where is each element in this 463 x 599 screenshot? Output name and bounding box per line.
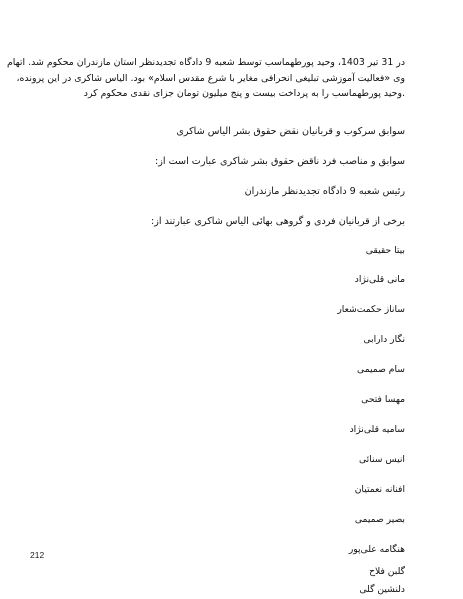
victim-name: افنانه نعمتیان: [354, 484, 405, 495]
victim-name: مانی قلی‌نژاد: [354, 274, 405, 285]
victim-name: ساناز حکمت‌شعار: [337, 304, 405, 315]
page-number: 212: [30, 550, 45, 560]
victim-name: بیتا حقیقی: [365, 245, 405, 256]
positions-intro: سوابق و مناصب فرد ناقض حقوق بشر شاکری عبارت است از:: [155, 156, 405, 167]
intro-line-2: وی «فعالیت آموزشی تبلیغی انحرافی مغایر با شرع مقدس اسلام» بود. الیاس شاکری در این پرونده،: [16, 73, 405, 84]
victim-name: هنگامه علی‌پور: [348, 544, 405, 555]
victim-name: دلنشین گلی: [359, 584, 405, 595]
victim-name: گلبن فلاح: [369, 566, 405, 577]
victim-name: مهسا فتحی: [361, 394, 405, 405]
section-title: سوابق سرکوب و قربانیان نقض حقوق بشر الیاس شاکری: [176, 126, 405, 137]
intro-line-1: در 31 تیر 1403، وحید پورطهماسب توسط شعبه 9 دادگاه تجدیدنظر استان مازندران محکوم شد. اتهام: [6, 57, 405, 68]
victim-name: انیس سنائی: [358, 454, 405, 465]
intro-line-3: .وحید پورطهماسب را به پرداخت بیست و پنج میلیون تومان جزای نقدی محکوم کرد: [83, 88, 405, 99]
victim-name: سامیه قلی‌نژاد: [349, 424, 405, 435]
position-item: رئیس شعبه 9 دادگاه تجدیدنظر مازندران: [244, 186, 405, 197]
victims-intro: برخی از قربانیان فردی و گروهی بهائی الیاس شاکری عبارتند از:: [151, 216, 405, 227]
victim-name: سام صمیمی: [357, 364, 405, 375]
victim-name: نگار دارابی: [363, 334, 405, 345]
victim-name: بصیر صمیمی: [354, 514, 405, 525]
